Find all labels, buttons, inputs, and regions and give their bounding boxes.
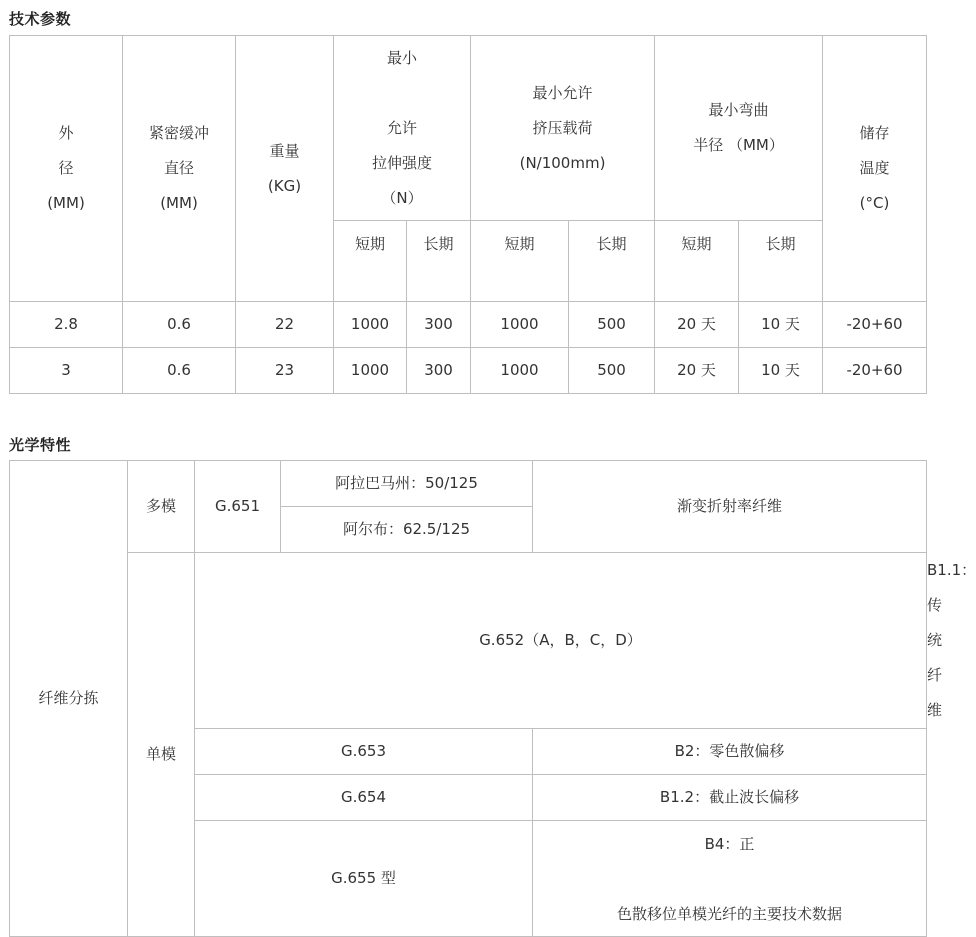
cell-tensile-long: 300 [407, 348, 471, 394]
header-buffer-diameter-line1: 紧密缓冲 [148, 124, 209, 142]
header-crush-long: 长期 [569, 221, 655, 302]
singlemode-label: 单模 [128, 553, 195, 937]
cell-outer-diameter: 3 [10, 348, 123, 394]
cell-bend-short: 20 天 [655, 302, 739, 348]
table-row [10, 348, 927, 394]
cell-crush-long: 500 [569, 302, 655, 348]
header-crush-line3: (N/100mm) [519, 153, 606, 172]
header-bend-long: 长期 [739, 221, 823, 302]
header-tensile-line3: 拉伸强度 [372, 153, 433, 172]
optical-section-title: 光学特性 [9, 436, 72, 454]
header-buffer-diameter-line3: (MM) [160, 194, 198, 212]
header-tensile-line2: 允许 [387, 118, 418, 137]
header-tensile-line4: （N） [381, 188, 423, 207]
cell-weight: 22 [236, 302, 334, 348]
header-tensile-line1: 最小 [387, 48, 418, 67]
header-weight [236, 36, 334, 302]
singlemode-type-cell [533, 821, 927, 937]
cell-tensile-short: 1000 [334, 302, 407, 348]
header-outer-diameter [10, 36, 123, 302]
cell-storage-temp: -20+60 [823, 348, 927, 394]
cell-crush-long: 500 [569, 348, 655, 394]
header-outer-diameter-line3: (MM) [47, 194, 85, 212]
header-buffer-diameter-line2: 直径 [163, 159, 194, 177]
cell-bend-long: 10 天 [739, 302, 823, 348]
header-tensile-long: 长期 [407, 221, 471, 302]
header-crush-line1: 最小允许 [532, 83, 593, 102]
header-buffer-diameter [123, 36, 236, 302]
spec-table [9, 35, 927, 394]
header-bend [655, 36, 823, 221]
singlemode-type: B2：零色散偏移 [533, 729, 927, 775]
fiber-category: 纤维分拣 [10, 461, 128, 937]
cell-tensile-short: 1000 [334, 348, 407, 394]
cell-tensile-long: 300 [407, 302, 471, 348]
singlemode-standard: G.655 型 [195, 821, 533, 937]
singlemode-note: 色散移位单模光纤的主要技术数据 [616, 905, 842, 923]
singlemode-standard: G.653 [195, 729, 533, 775]
cell-storage-temp: -20+60 [823, 302, 927, 348]
spec-section-title: 技术参数 [9, 10, 72, 28]
multimode-variant-2: 阿尔布：62.5/125 [281, 507, 533, 553]
header-storage-line2: 温度 [859, 159, 890, 177]
header-storage-line3: (°C) [859, 194, 890, 212]
header-weight-line1: 重量 [269, 141, 300, 160]
cell-outer-diameter: 2.8 [10, 302, 123, 348]
multimode-label: 多模 [128, 461, 195, 553]
optical-table [9, 460, 976, 937]
table-row [10, 302, 927, 348]
cell-crush-short: 1000 [471, 348, 569, 394]
cell-buffer-diameter: 0.6 [123, 302, 236, 348]
header-storage-line1: 储存 [859, 124, 890, 142]
singlemode-standard: G.652（A，B，C，D） [195, 553, 927, 729]
cell-crush-short: 1000 [471, 302, 569, 348]
table-row: 单模 G.652（A，B，C，D） B1.1：传统纤维 [10, 553, 927, 729]
cell-buffer-diameter: 0.6 [123, 348, 236, 394]
cell-weight: 23 [236, 348, 334, 394]
header-crush-short: 短期 [471, 221, 569, 302]
singlemode-type: B4：正 [704, 835, 755, 853]
header-bend-line1: 最小弯曲 [708, 101, 769, 119]
cell-bend-long: 10 天 [739, 348, 823, 394]
header-outer-diameter-line1: 外 [58, 124, 74, 142]
header-outer-diameter-line2: 径 [58, 159, 74, 177]
singlemode-standard: G.654 [195, 775, 533, 821]
multimode-variant-1: 阿拉巴马州：50/125 [281, 461, 533, 507]
header-crush-line2: 挤压载荷 [532, 118, 593, 137]
cell-bend-short: 20 天 [655, 348, 739, 394]
header-tensile-short: 短期 [334, 221, 407, 302]
header-crush [471, 36, 655, 221]
header-weight-line2: (KG) [267, 176, 302, 195]
header-storage [823, 36, 927, 302]
header-bend-short: 短期 [655, 221, 739, 302]
multimode-description: 渐变折射率纤维 [533, 461, 927, 553]
multimode-standard: G.651 [195, 461, 281, 553]
header-tensile [334, 36, 471, 221]
singlemode-type: B1.2：截止波长偏移 [533, 775, 927, 821]
header-bend-line2: 半径 （MM） [693, 136, 784, 154]
